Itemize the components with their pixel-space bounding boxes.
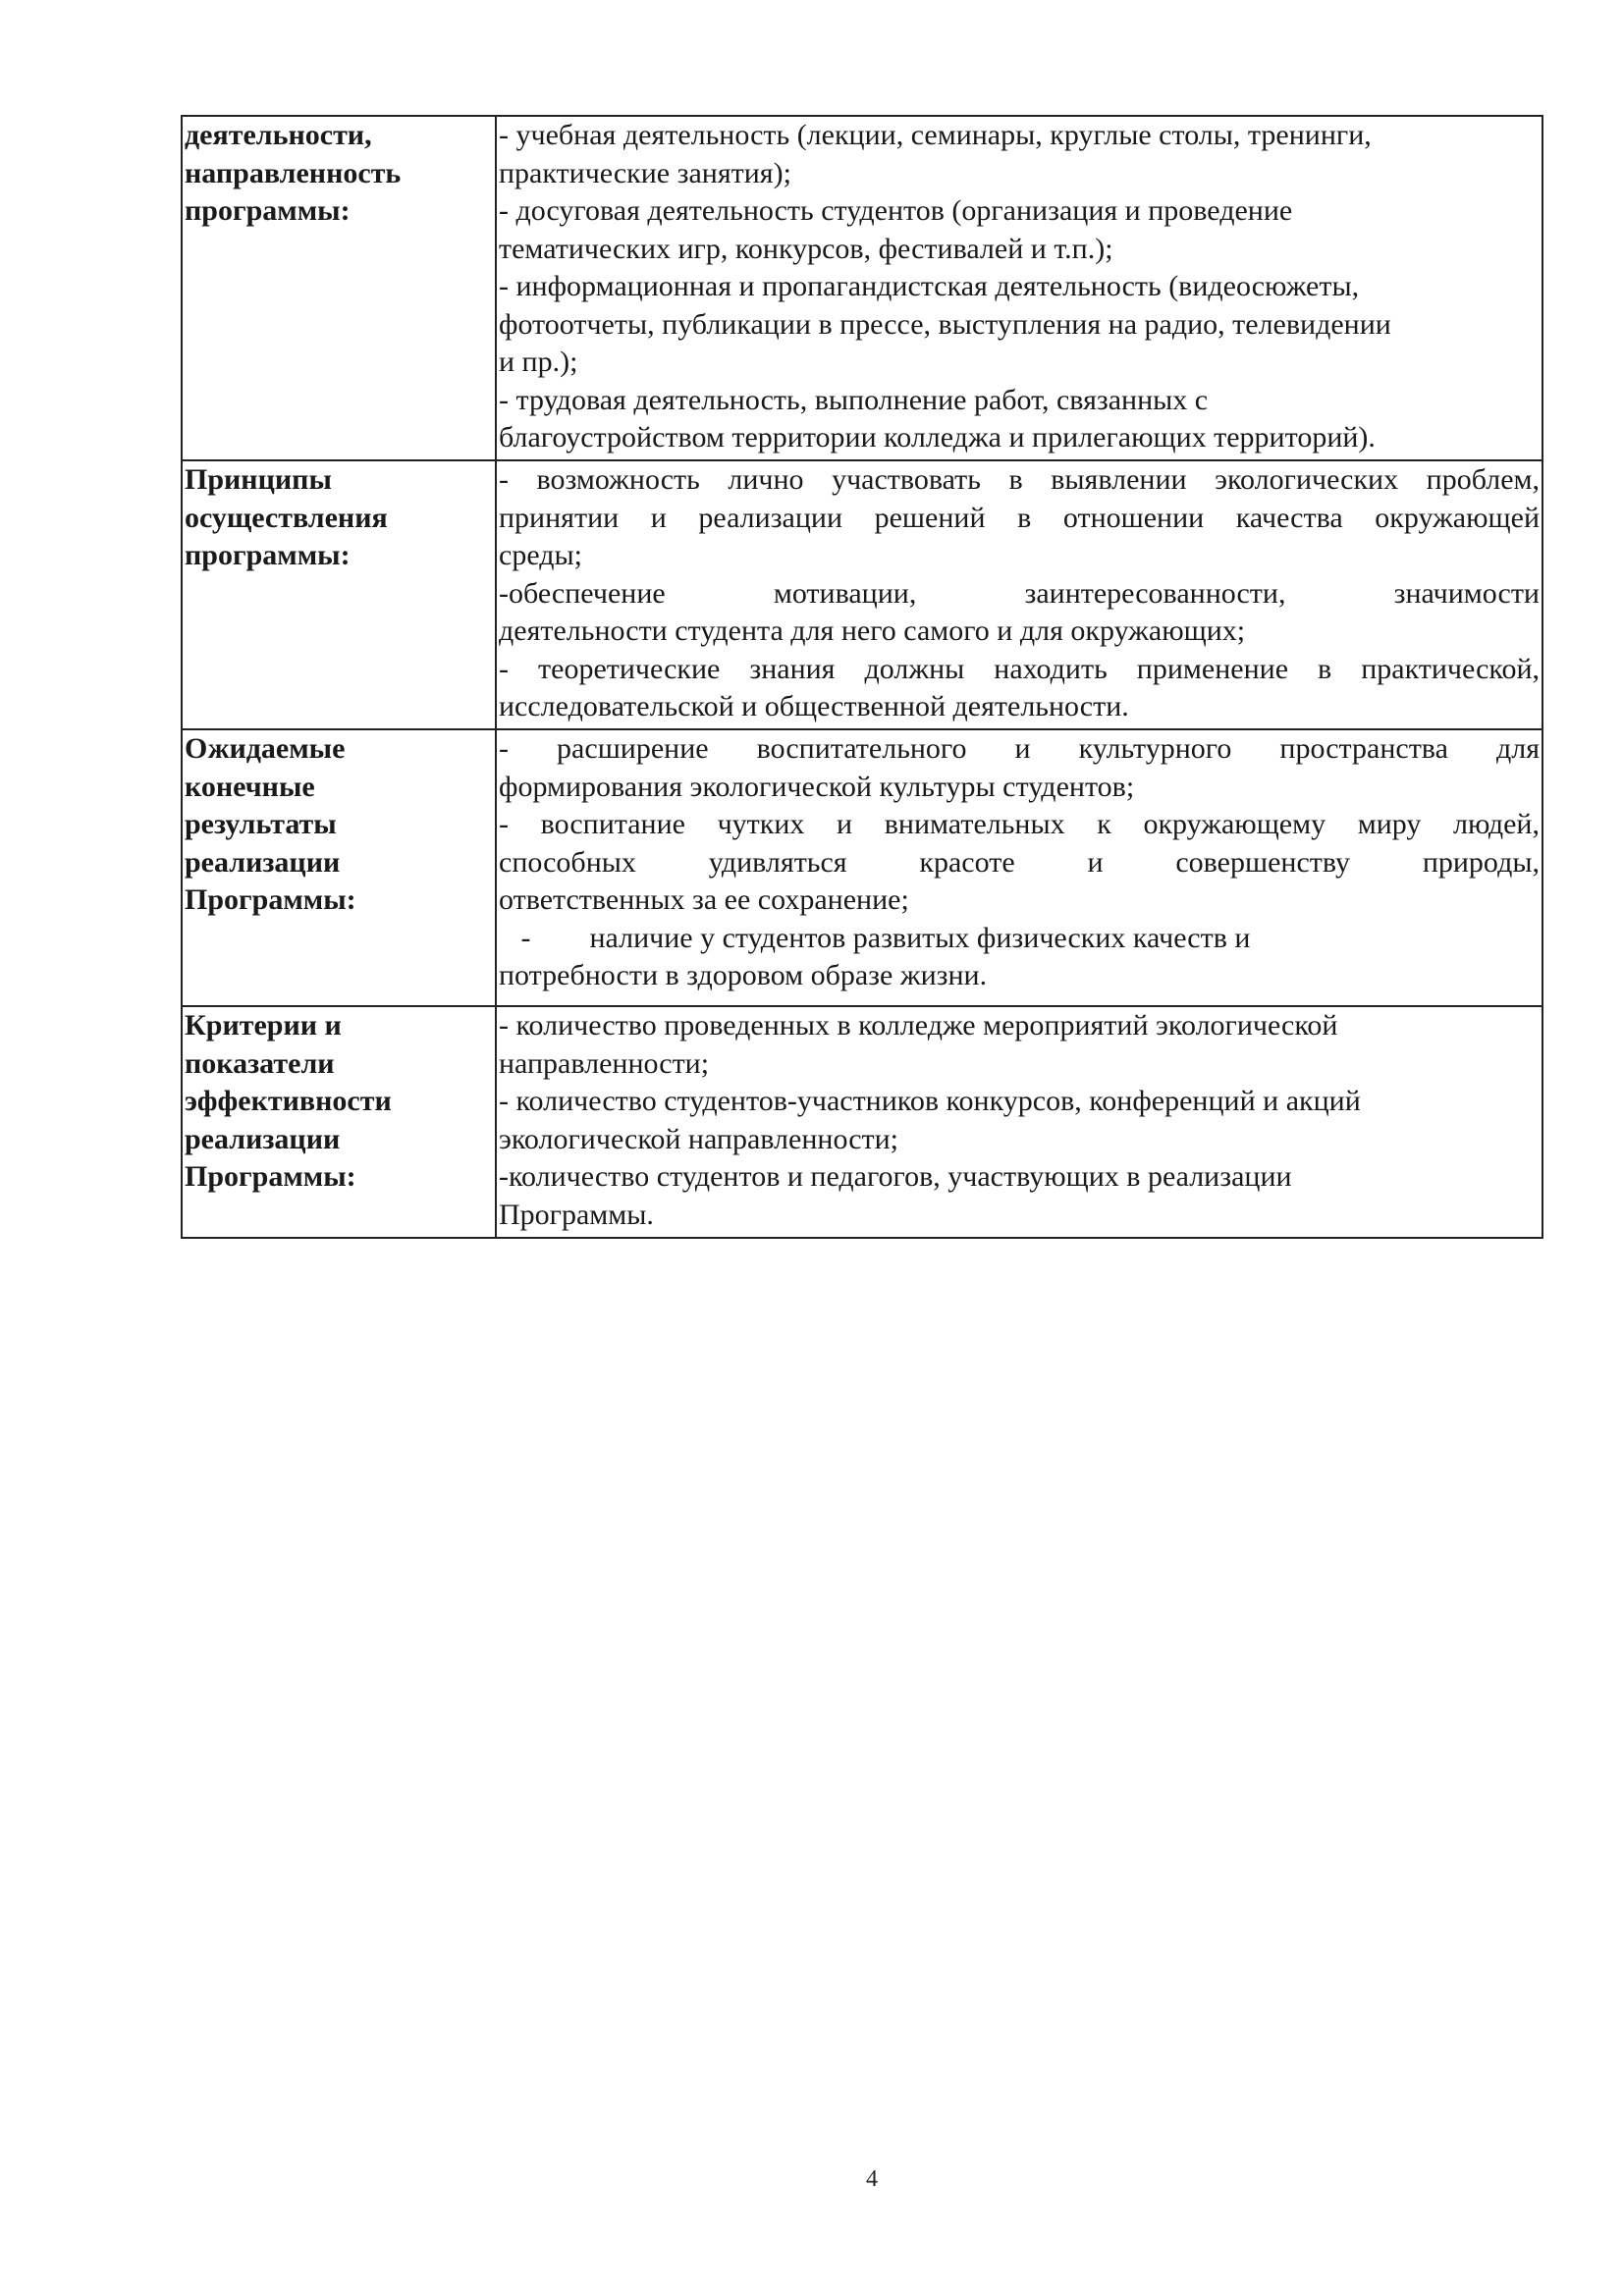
content-line: -обеспечение мотивации, заинтересованности, значимости [499, 576, 1540, 610]
row-content [496, 729, 1542, 1006]
content-line: - учебная деятельность (лекции, семинары, круглые столы, тренинги, [499, 119, 1372, 151]
row-label-line: деятельности, [185, 119, 372, 151]
row-label-line: эффективности [185, 1085, 392, 1117]
content-line: и пр.); [499, 346, 578, 378]
row-label [182, 460, 496, 729]
content-line: тематических игр, конкурсов, фестивалей и т.п.); [499, 232, 1113, 265]
content-line: - количество проведенных в колледже мероприятий экологической [499, 1009, 1338, 1041]
table-row [182, 1006, 1542, 1238]
content-line: - расширение воспитательного и культурного пространства для [499, 732, 1540, 765]
row-label-line: Программы: [185, 1160, 356, 1193]
content-line: - теоретические знания должны находить применение в практической, [499, 652, 1540, 685]
content-line: Программы. [499, 1198, 654, 1231]
row-label [182, 729, 496, 1006]
content-line: принятии и реализации решений в отношении качества окружающей [499, 501, 1540, 534]
page-number: 4 [866, 2166, 878, 2192]
row-label-line: результаты [185, 808, 337, 840]
content-line: - информационная и пропагандистская деятельность (видеосюжеты, [499, 270, 1360, 302]
program-table [181, 115, 1543, 1239]
row-label-line: программы: [185, 194, 351, 227]
row-label-line: Принципы [185, 463, 332, 496]
row-label-line: реализации [185, 1122, 341, 1155]
content-line: исследовательской и общественной деятельности. [499, 690, 1129, 722]
content-line: благоустройством территории колледжа и прилегающих территорий). [499, 421, 1376, 454]
row-label-line: показатели [185, 1046, 335, 1080]
row-label-line: осуществления [185, 501, 388, 534]
content-line: потребности в здоровом образе жизни. [499, 959, 988, 991]
row-label [182, 116, 496, 460]
content-line: способных удивляться красоте и совершенству природы, [499, 845, 1540, 879]
content-line: - досуговая деятельность студентов (организация и проведение [499, 194, 1293, 227]
content-line: - наличие у студентов развитых физических качеств и [499, 921, 1251, 954]
content-line: - количество студентов-участников конкурсов, конференций и акций [499, 1085, 1361, 1117]
content-line: среды; [499, 539, 582, 571]
content-line: деятельности студента для него самого и для окружающих; [499, 614, 1246, 647]
content-line: -количество студентов и педагогов, участвующих в реализации [499, 1160, 1292, 1193]
content-line: - возможность лично участвовать в выявлении экологических проблем, [499, 463, 1540, 496]
row-label-line: Критерии и [185, 1009, 342, 1041]
table-row [182, 116, 1542, 460]
table-row [182, 729, 1542, 1006]
content-line: направленности; [499, 1046, 710, 1080]
row-label-line: конечные [185, 770, 315, 803]
row-label-line: Ожидаемые [185, 732, 346, 765]
row-label-line: реализации [185, 845, 341, 879]
row-label-line: направленность [185, 156, 402, 189]
row-label [182, 1006, 496, 1238]
row-label-line: программы: [185, 539, 351, 571]
row-content [496, 1006, 1542, 1238]
content-line: - воспитание чутких и внимательных к окружающему миру людей, [499, 808, 1540, 840]
content-line: фотоотчеты, публикации в прессе, выступления на радио, телевидении [499, 307, 1391, 341]
content-line: экологической направленности; [499, 1122, 899, 1155]
table-row [182, 460, 1542, 729]
row-label-line: Программы: [185, 883, 356, 916]
content-line: ответственных за ее сохранение; [499, 883, 909, 916]
row-content [496, 460, 1542, 729]
content-line: - трудовая деятельность, выполнение работ, связанных с [499, 383, 1209, 416]
content-line: практические занятия); [499, 156, 791, 189]
content-line: формирования экологической культуры студентов; [499, 770, 1135, 803]
row-content [496, 116, 1542, 460]
